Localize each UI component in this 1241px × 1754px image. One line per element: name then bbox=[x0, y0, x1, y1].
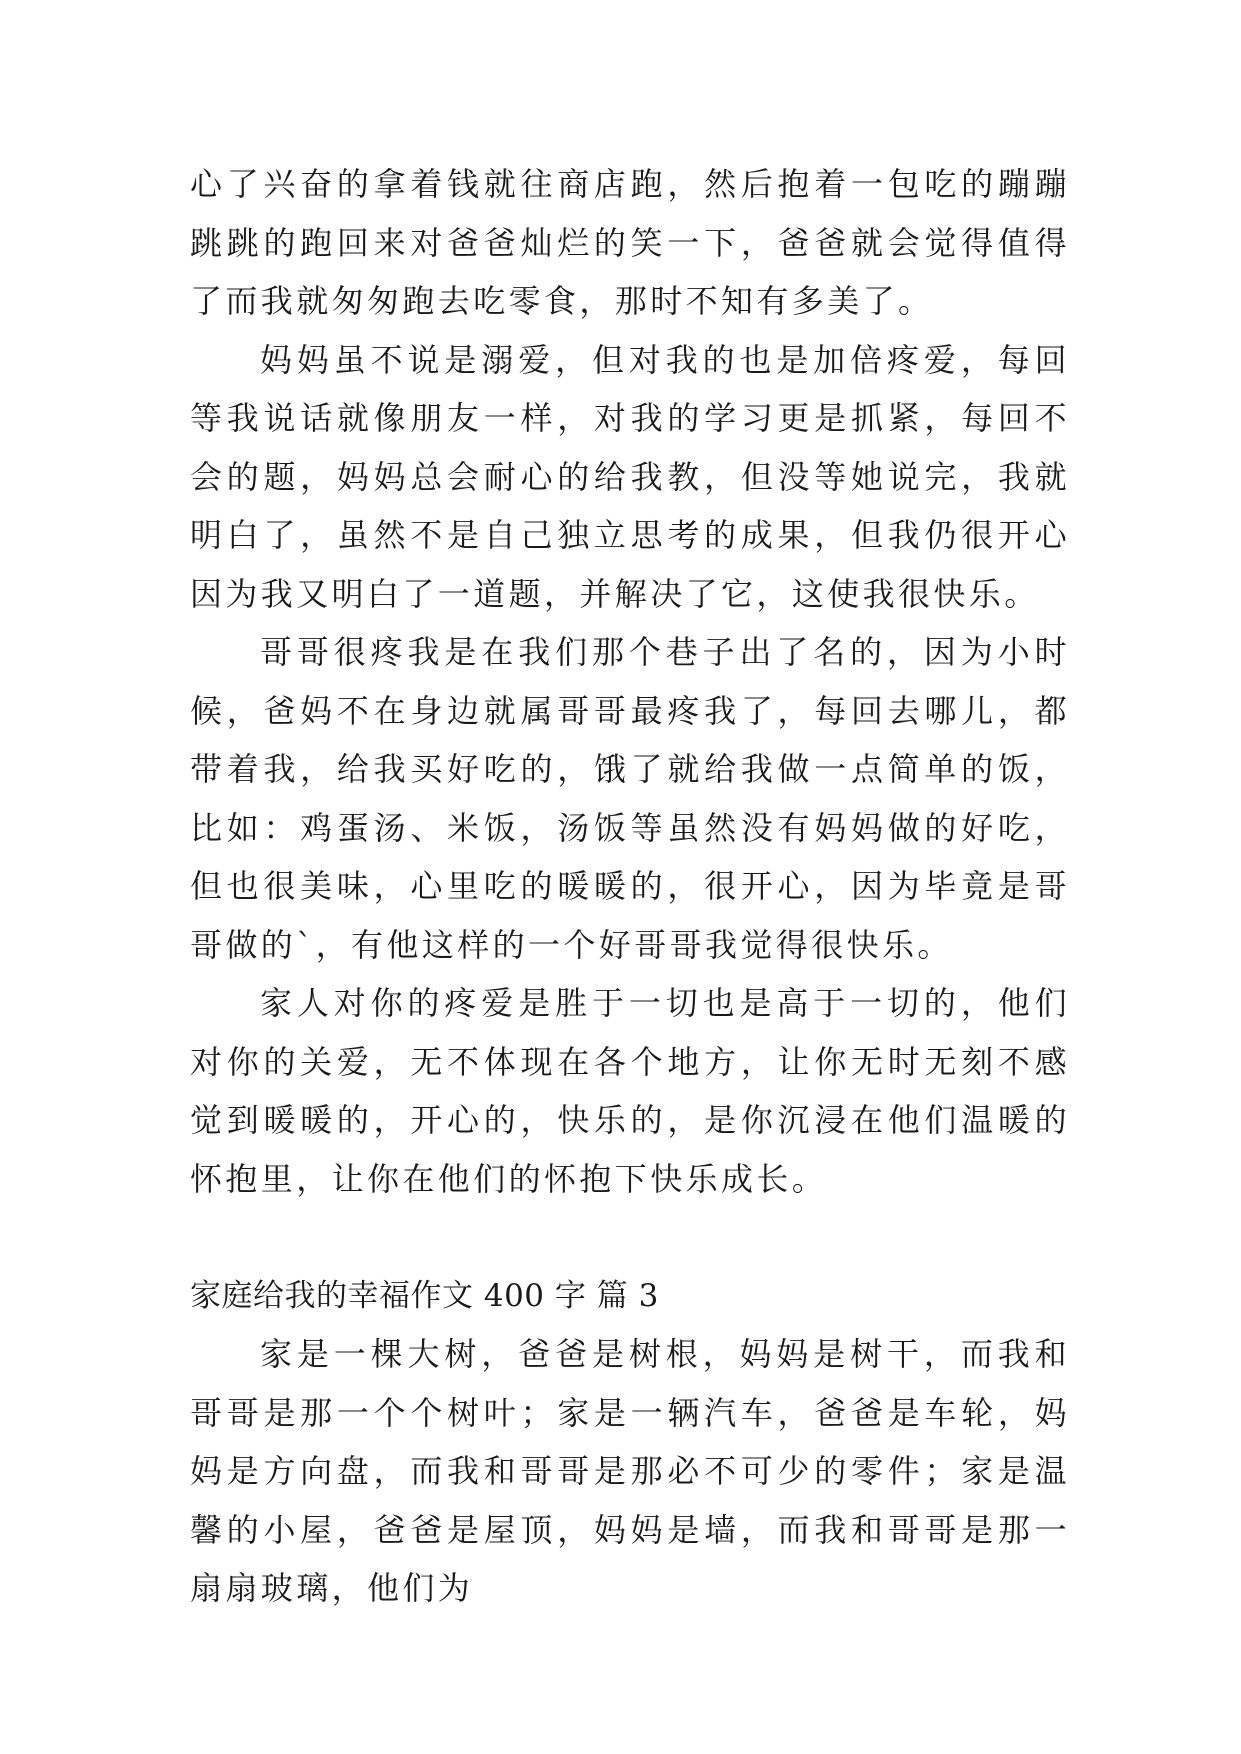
paragraph-home-metaphor: 家是一棵大树，爸爸是树根，妈妈是树干，而我和哥哥是那一个个树叶；家是一辆汽车，爸爸是车轮，妈妈是方向盘，而我和哥哥是那必不可少的零件；家是温馨的小屋，爸爸是屋顶，妈妈是墙，而我和哥哥是那一扇扇玻璃，他们为 bbox=[190, 1335, 1070, 1607]
paragraph-mother: 妈妈虽不说是溺爱，但对我的也是加倍疼爱，每回等我说话就像朋友一样，对我的学习更是抓紧，每回不会的题，妈妈总会耐心的给我教，但没等她说完，我就明白了，虽然不是自己独立思考的成果，但我仍很开心因为我又明白了一道题，并解决了它，这使我很快乐。 bbox=[190, 340, 1070, 613]
paragraph-continuation: 心了兴奋的拿着钱就往商店跑，然后抱着一包吃的蹦蹦跳跳的跑回来对爸爸灿烂的笑一下，爸爸就会觉得值得了而我就匆匆跑去吃零食，那时不知有多美了。 bbox=[190, 165, 1070, 320]
document-body bbox=[190, 155, 1070, 1618]
paragraph-family-love: 家人对你的疼爱是胜于一切也是高于一切的，他们对你的关爱，无不体现在各个地方，让你无时无刻不感觉到暖暖的，开心的，快乐的，是你沉浸在他们温暖的怀抱里，让你在他们的怀抱下快乐成长。 bbox=[190, 984, 1070, 1198]
paragraph-brother: 哥哥很疼我是在我们那个巷子出了名的，因为小时候，爸妈不在身边就属哥哥最疼我了，每回去哪儿，都带着我，给我买好吃的，饿了就给我做一点简单的饭，比如：鸡蛋汤、米饭，汤饭等虽然没有妈妈做的好吃，但也很美味，心里吃的暖暖的，很开心，因为毕竟是哥哥做的`，有他这样的一个好哥哥我觉得很快乐。 bbox=[190, 633, 1070, 964]
section-spacer bbox=[190, 1208, 1070, 1267]
section-heading: 家庭给我的幸福作文 400 字 篇 3 bbox=[190, 1277, 659, 1314]
